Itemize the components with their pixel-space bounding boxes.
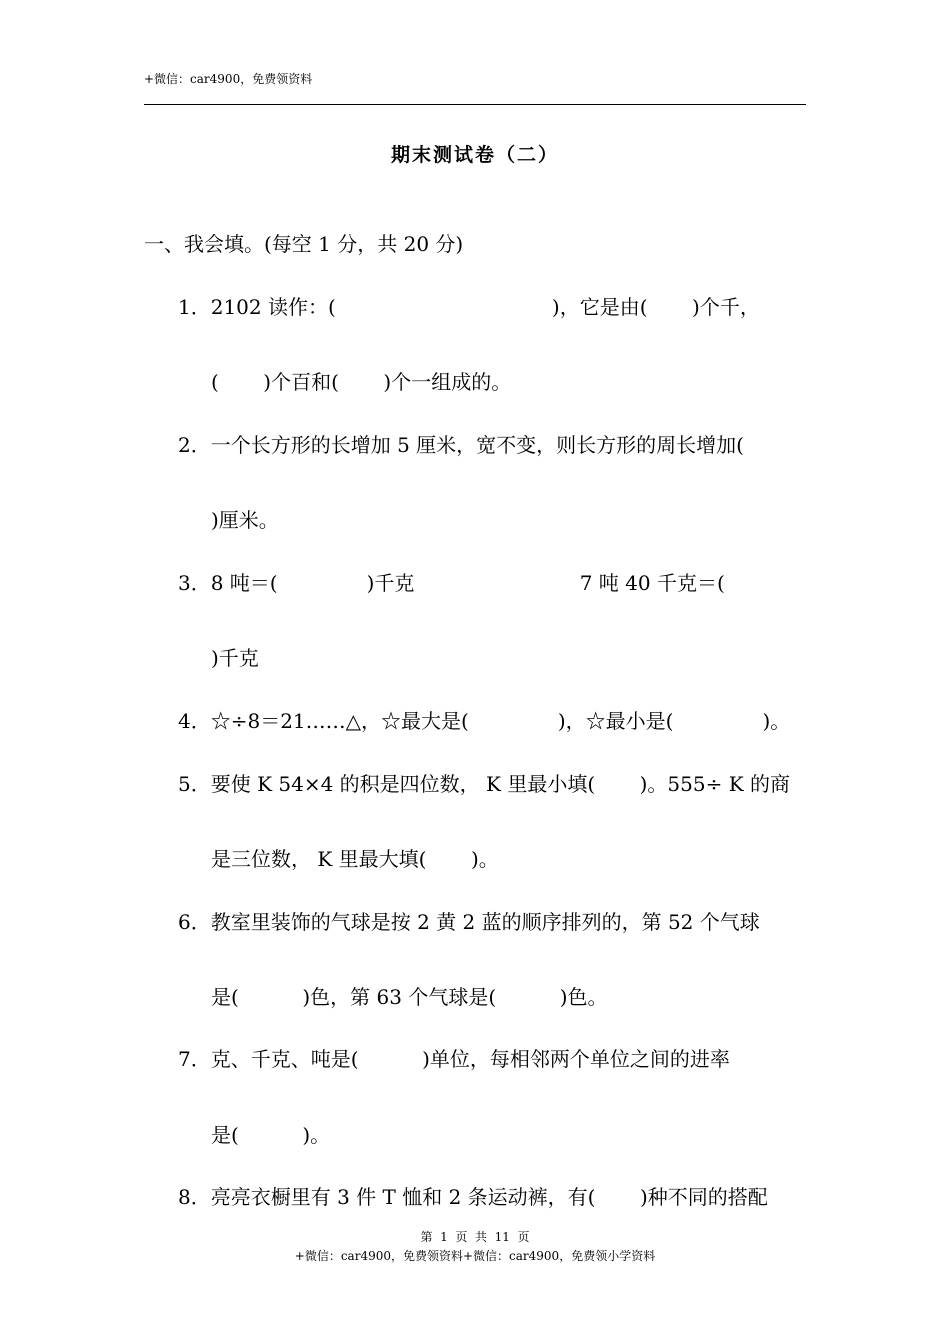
question-2-line-2: )厘米。 [211,508,279,532]
header-rule [144,104,806,105]
question-7-line-1: 7．克、千克、吨是( )单位，每相邻两个单位之间的进率 [178,1047,730,1071]
question-1-line-1: 1．2102 读作：( )，它是由( )个千， [178,295,760,319]
header-note: +微信：car4900，免费领资料 [144,72,313,86]
question-5-line-1: 5．要使 K 54×4 的积是四位数， K 里最小填( )。555÷ K 的商 [178,772,791,796]
question-3-line-1: 3．8 吨＝( )千克 7 吨 40 千克＝( [178,571,725,595]
footer-page-number: 第 1 页 共 11 页 [420,1230,530,1244]
question-2-line-1: 2．一个长方形的长增加 5 厘米，宽不变，则长方形的周长增加( [178,433,744,457]
question-8-line-1: 8．亮亮衣橱里有 3 件 T 恤和 2 条运动裤，有( )种不同的搭配 [178,1185,768,1209]
footer-note: +微信：car4900，免费领资料+微信：car4900，免费领小学资料 [294,1249,656,1263]
question-6-line-1: 6．教室里装饰的气球是按 2 黄 2 蓝的顺序排列的，第 52 个气球 [178,910,760,934]
question-5-line-2: 是三位数， K 里最大填( )。 [211,847,499,871]
section-heading: 一、我会填。(每空 1 分，共 20 分) [144,232,464,256]
question-6-line-2: 是( )色，第 63 个气球是( )色。 [211,985,608,1009]
question-4-line-1: 4．☆÷8＝21……△，☆最大是( )，☆最小是( )。 [178,709,791,733]
question-1-line-2: ( )个百和( )个一组成的。 [211,370,512,394]
page-title: 期末测试卷（二） [390,144,559,166]
question-7-line-2: 是( )。 [211,1123,331,1147]
question-3-line-2: )千克 [211,646,259,670]
